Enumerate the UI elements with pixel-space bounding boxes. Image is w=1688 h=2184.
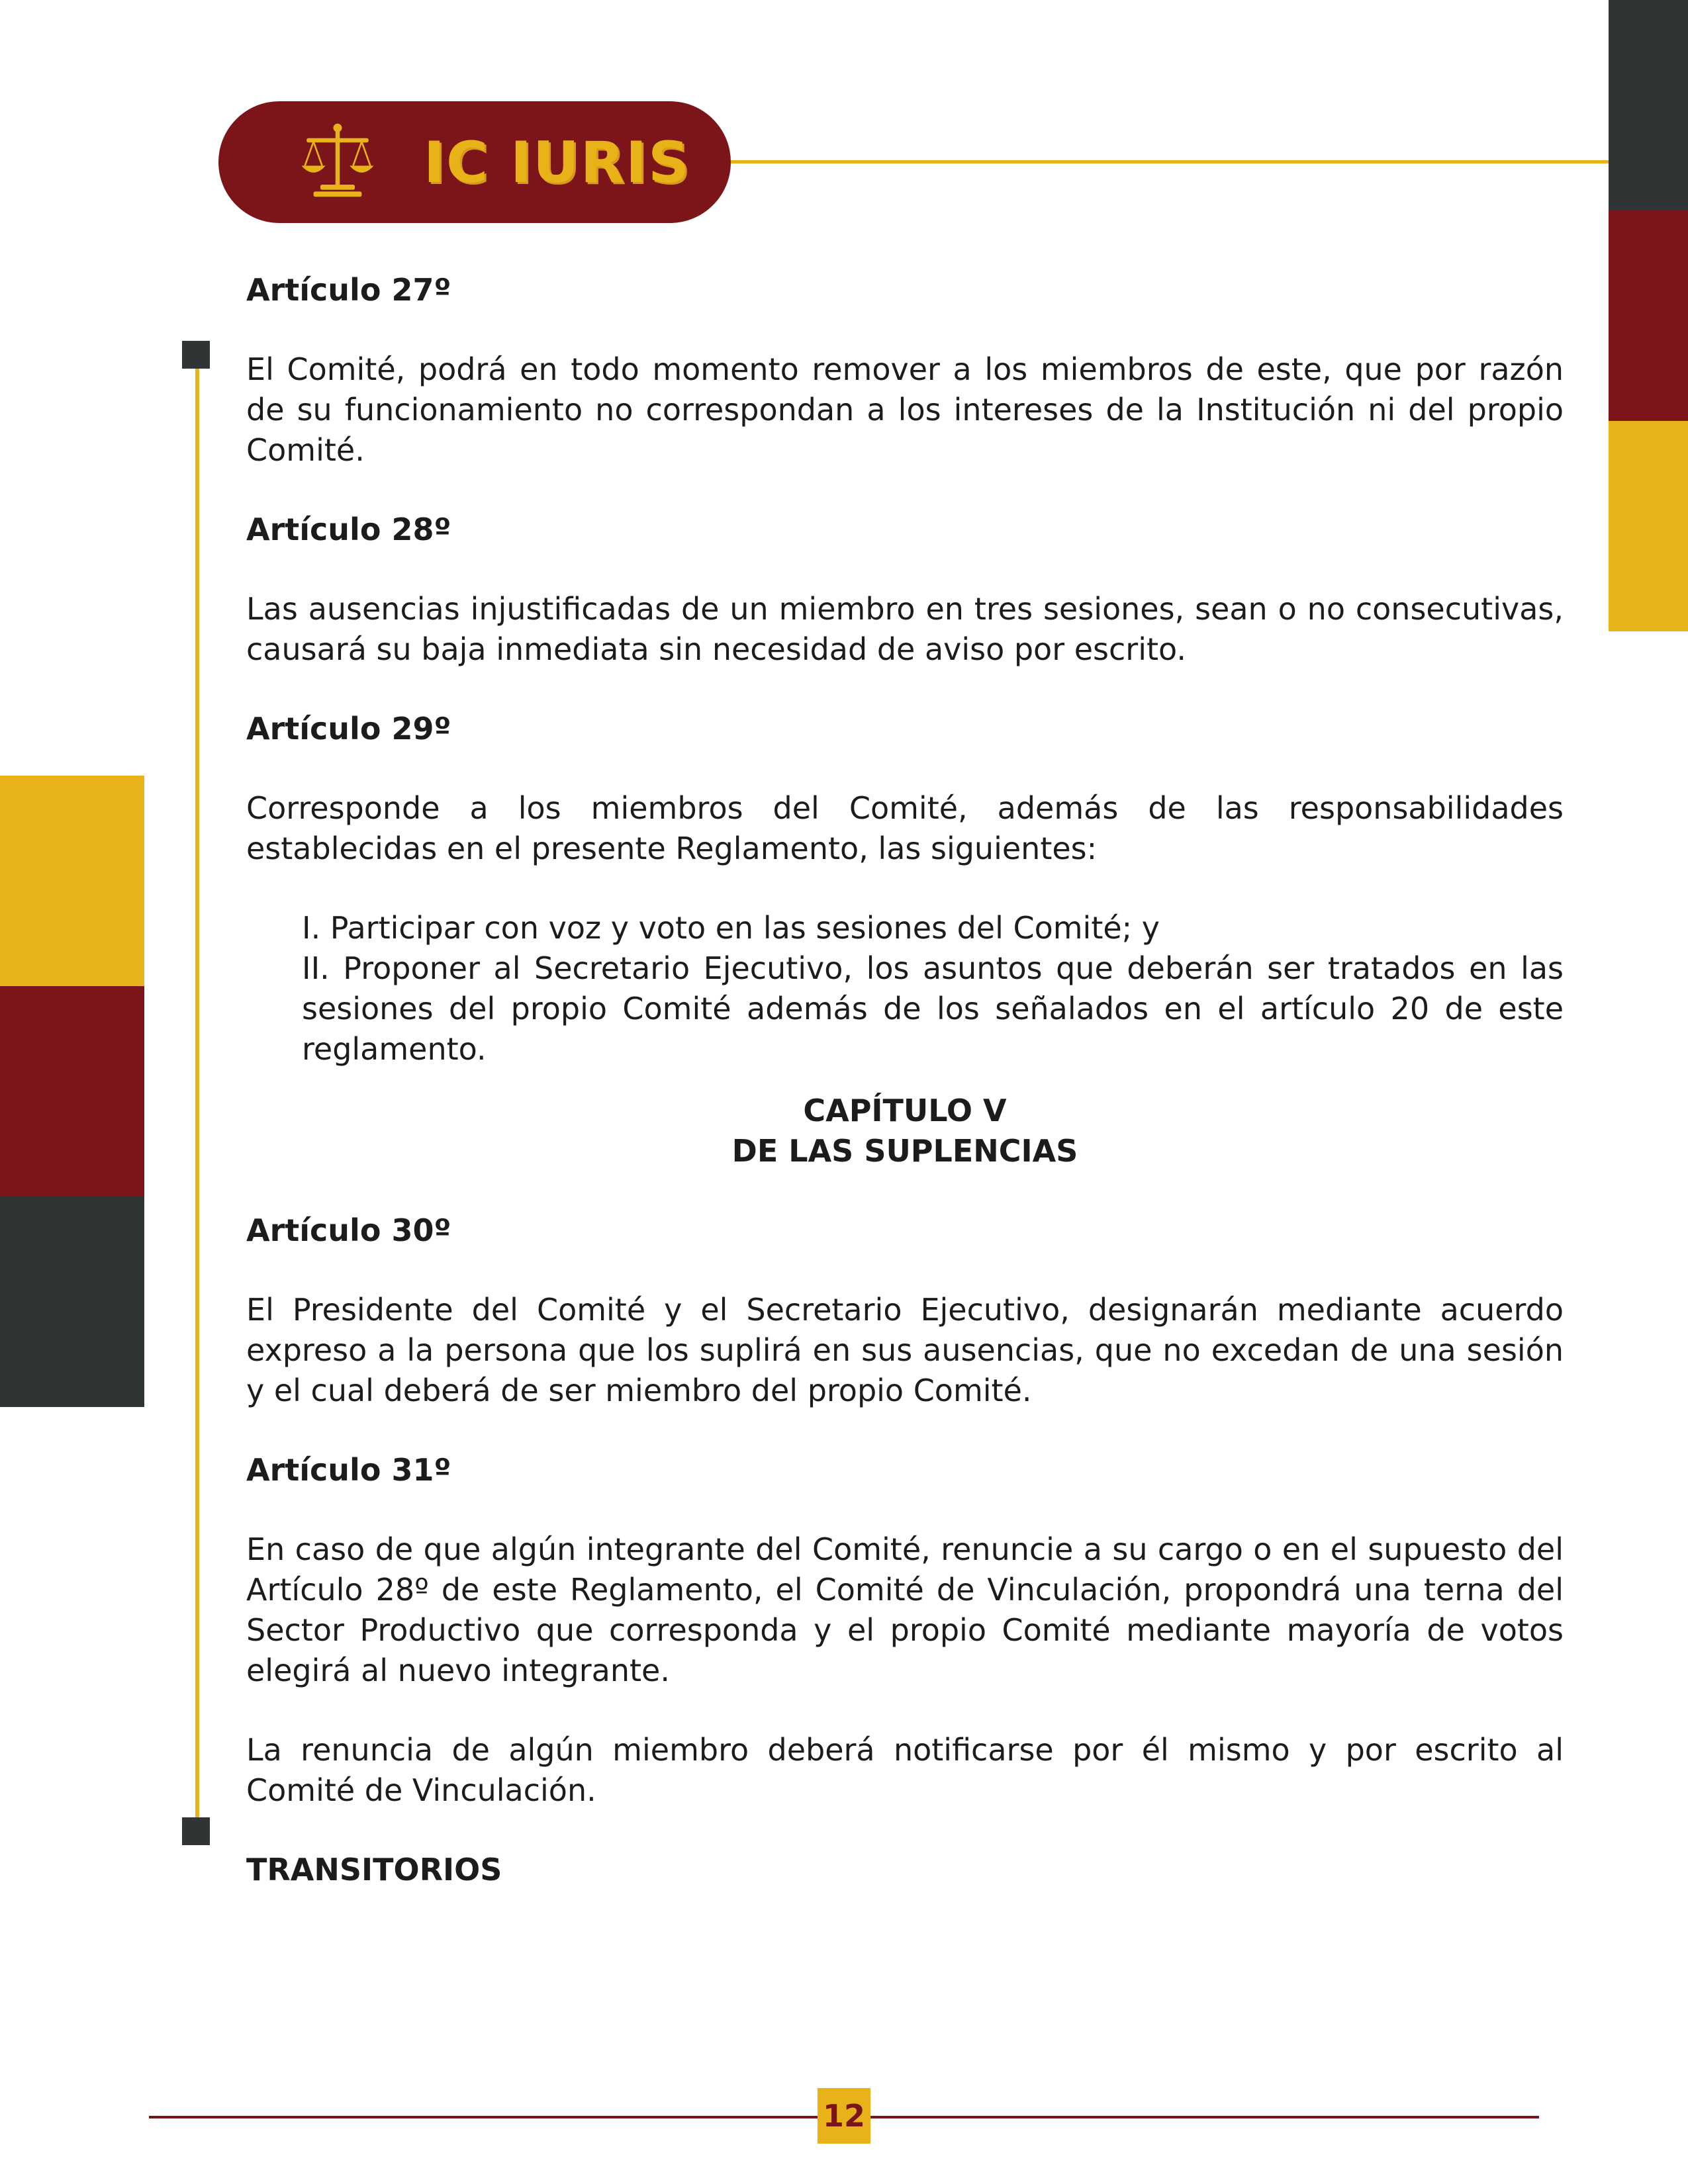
chapter-title: CAPÍTULO V	[803, 1093, 1007, 1128]
article-27-body: El Comité, podrá en todo momento remover a los miembros de este, que por razón de su funcionamiento no correspondan a los intereses de la Institución ni del propio Comité.	[246, 351, 1564, 468]
article-29-title: Artículo 29º	[246, 711, 451, 747]
right-deco-dark	[1609, 0, 1688, 210]
article-28-title: Artículo 28º	[246, 512, 451, 547]
right-deco-maroon	[1609, 210, 1688, 421]
scales-of-justice-icon	[295, 116, 381, 202]
left-deco-maroon	[0, 986, 144, 1197]
article-31-title: Artículo 31º	[246, 1452, 451, 1488]
article-27-title: Artículo 27º	[246, 272, 451, 308]
side-rule-bottom-square	[182, 1817, 210, 1845]
article-29-body: Corresponde a los miembros del Comité, además de las responsabilidades establecidas en el presente Reglamento, las siguientes:	[246, 790, 1564, 866]
logo-text: IC IURIS	[424, 130, 691, 196]
side-rule	[195, 357, 199, 1833]
article-29-item-2: II. Proponer al Secretario Ejecutivo, los asuntos que deberán ser tratados en las sesiones del propio Comité además de los señalados en el artículo 20 de este reglamento.	[302, 950, 1564, 1067]
article-31-body-1: En caso de que algún integrante del Comité, renuncie a su cargo o en el supuesto del Artículo 28º de este Reglamento, el Comité de Vinculación, propondrá una terna del Sector Productivo que corresponda y el propio Comité mediante mayoría de votos elegirá al nuevo integrante.	[246, 1531, 1564, 1688]
article-28-body: Las ausencias injustificadas de un miembro en tres sesiones, sean o no consecutivas, causará su baja inmediata sin necesidad de aviso por escrito.	[246, 591, 1564, 667]
right-deco-gold	[1609, 421, 1688, 631]
article-31-body-2: La renuncia de algún miembro deberá notificarse por él mismo y por escrito al Comité de Vinculación.	[246, 1732, 1564, 1808]
page-number: 12	[818, 2088, 870, 2144]
article-30-body: El Presidente del Comité y el Secretario Ejecutivo, designarán mediante acuerdo expreso a la persona que los suplirá en sus ausencias, que no excedan de una sesión y el cual deberá de ser miembro del propio Comité.	[246, 1292, 1564, 1408]
document-body	[246, 270, 1564, 1890]
side-rule-top-square	[182, 341, 210, 369]
header-rule	[731, 160, 1609, 163]
chapter-subtitle: DE LAS SUPLENCIAS	[731, 1133, 1078, 1169]
left-deco-dark	[0, 1197, 144, 1407]
left-deco-gold	[0, 776, 144, 986]
article-29-item-1: I. Participar con voz y voto en las sesiones del Comité; y	[302, 910, 1160, 946]
article-30-title: Artículo 30º	[246, 1212, 451, 1248]
transitorios-heading: TRANSITORIOS	[246, 1852, 502, 1888]
